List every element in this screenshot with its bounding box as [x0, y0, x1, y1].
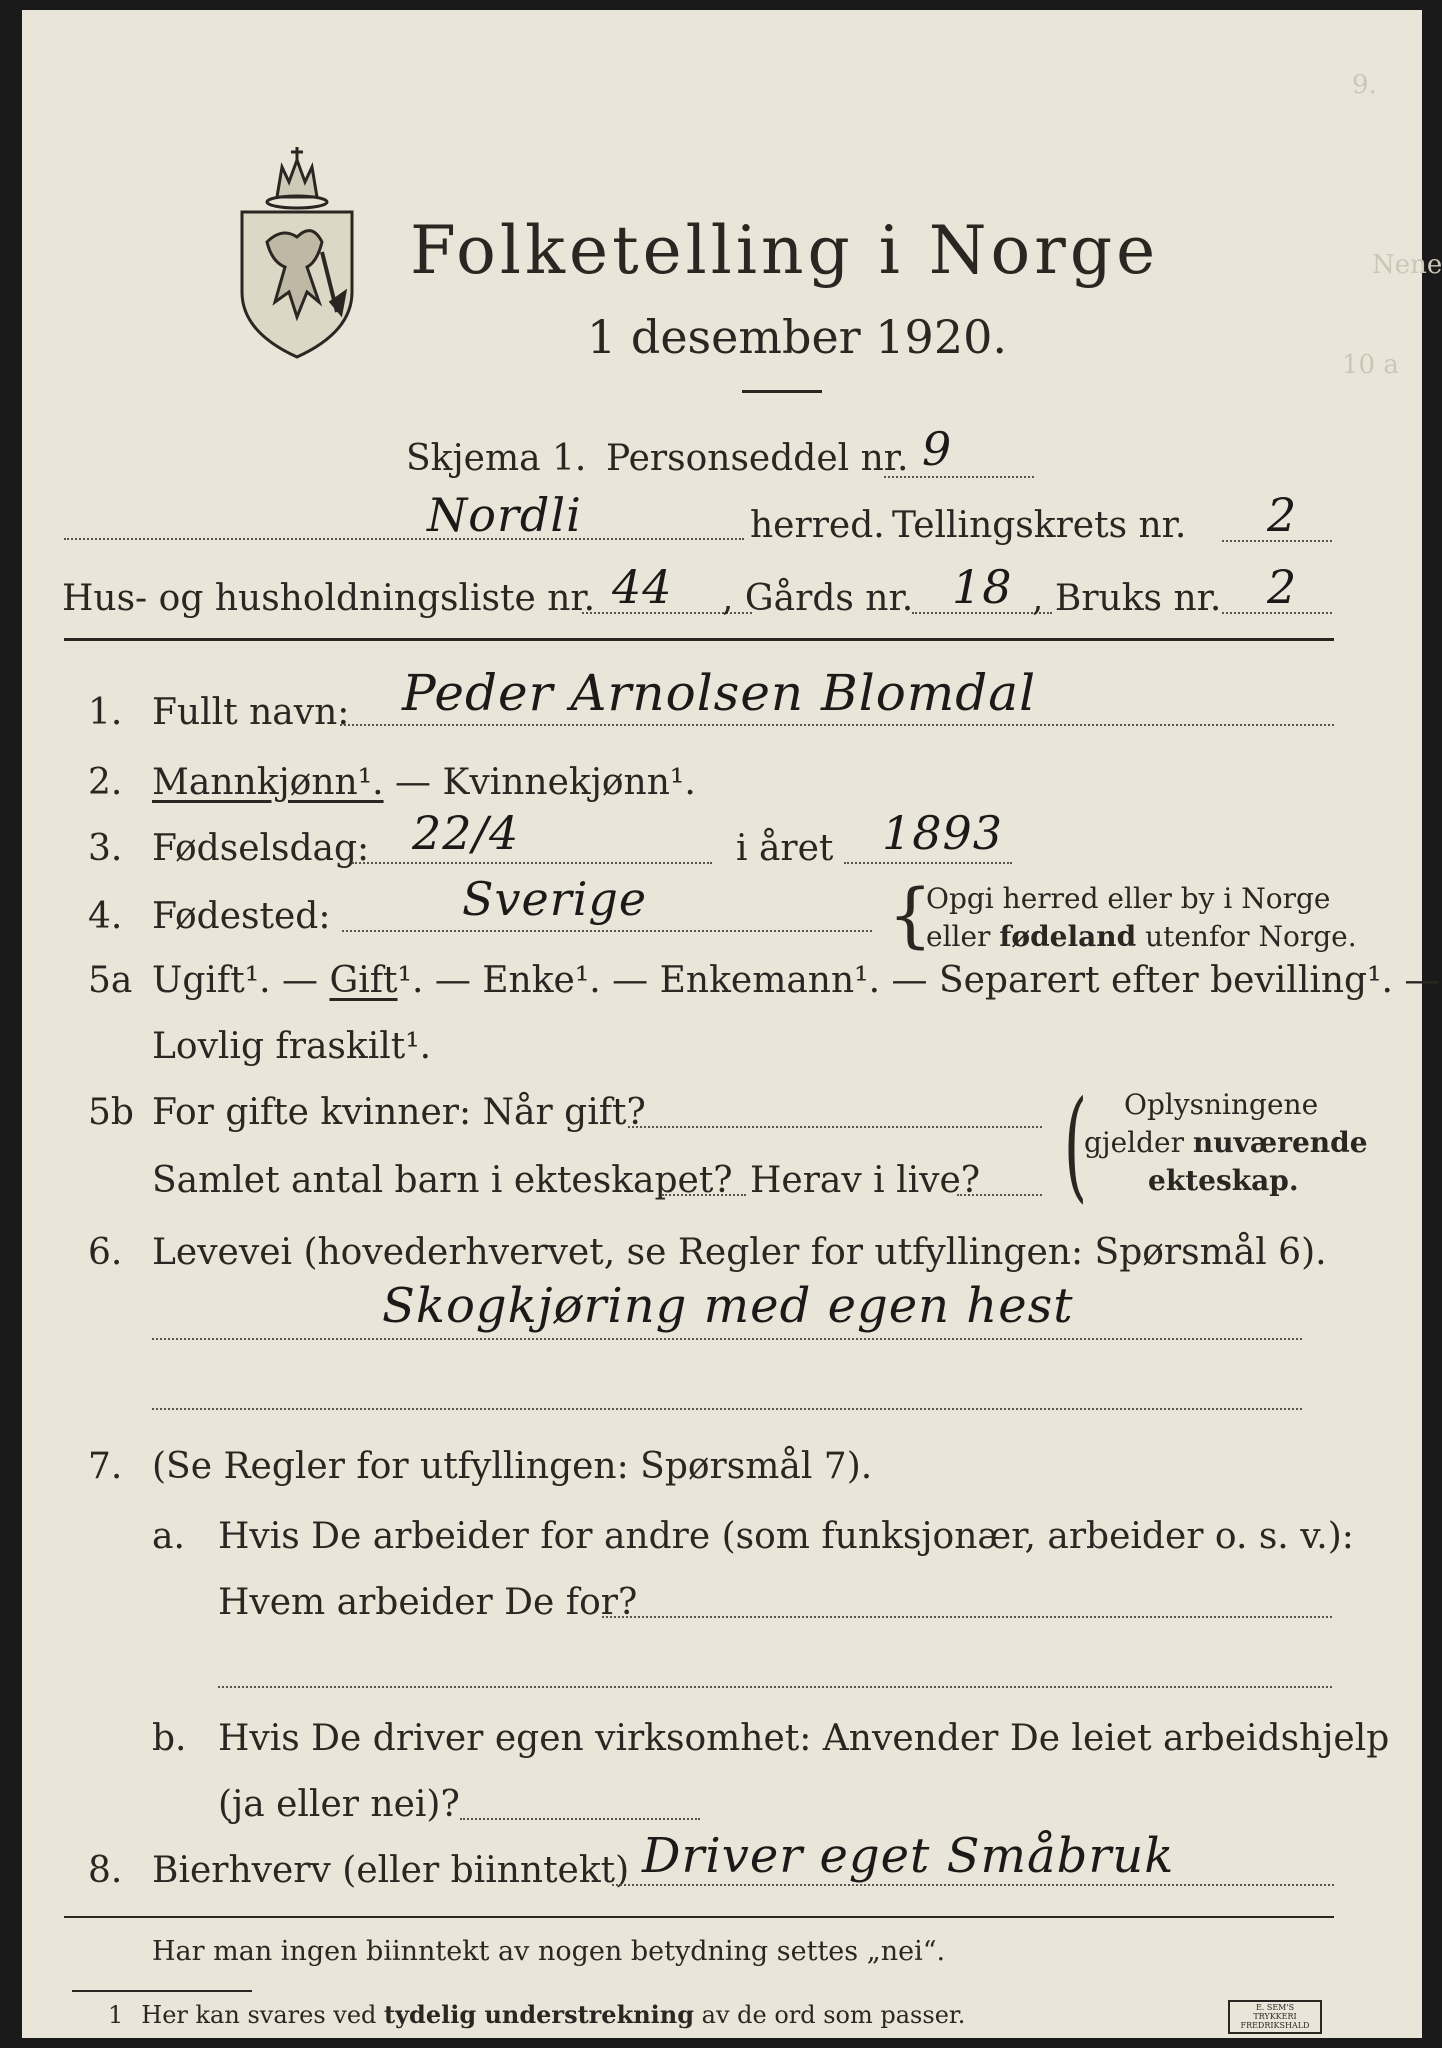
- q5a-marital-options: [152, 960, 1440, 1001]
- q5b-note-line2: [1084, 1126, 1368, 1159]
- q5b-married-line: [628, 1126, 1042, 1128]
- q4-note-line2: [926, 920, 1357, 953]
- page-title: Folketelling i Norge: [410, 212, 1160, 289]
- bleed-through-text: Nene: [1372, 250, 1442, 280]
- q5a-ugift-option[interactable]: Ugift¹. —: [152, 960, 330, 1001]
- bruks-value[interactable]: 2: [1267, 560, 1298, 614]
- gards-value[interactable]: 18: [952, 560, 1013, 614]
- q6-label: Levevei (hovederhvervet, se Regler for utfyllingen: Spørsmål 6).: [152, 1232, 1327, 1273]
- q5a-number: 5a: [88, 960, 133, 1001]
- q4-line: [342, 930, 872, 932]
- q4-birthplace-value[interactable]: Sverige: [462, 872, 648, 926]
- q5b-alive-line: [957, 1194, 1042, 1196]
- coat-of-arms-icon: [227, 142, 367, 362]
- q4-note-bold: fødeland: [999, 920, 1137, 953]
- census-date: 1 desember 1920.: [587, 310, 1007, 364]
- q5b-children-line: [662, 1194, 746, 1196]
- bleed-through-text: 9.: [1352, 70, 1377, 100]
- footnote-bold: tydelig understrekning: [384, 2000, 694, 2029]
- printer-mark: E. SEM'S TRYKKERI FREDRIKSHALD: [1228, 2000, 1322, 2034]
- q4-number: 4.: [88, 896, 123, 937]
- q7b-letter: b.: [152, 1718, 187, 1759]
- q3-number: 3.: [88, 828, 123, 869]
- header-divider: [64, 638, 1334, 641]
- herred-line: [64, 538, 744, 540]
- schema-label: Skjema 1.: [406, 438, 587, 479]
- q5b-number: 5b: [88, 1092, 134, 1133]
- q1-label: Fullt navn:: [152, 692, 350, 733]
- hus-value[interactable]: 44: [612, 560, 673, 614]
- q4-note-line1: Opgi herred eller by i Norge: [926, 882, 1331, 915]
- q7a-employer-label: Hvem arbeider De for?: [218, 1582, 638, 1623]
- q3-line: [352, 862, 712, 864]
- q2-sex-options: [152, 762, 696, 803]
- q2-male-option[interactable]: Mannkjønn¹.: [152, 762, 384, 803]
- q3-year-label: i året: [736, 828, 834, 869]
- q7a-label: Hvis De arbeider for andre (som funksjonær, arbeider o. s. v.):: [218, 1516, 1354, 1557]
- q5a-other-options[interactable]: ¹. — Enke¹. — Enkemann¹. — Separert efter bevilling¹. —: [397, 960, 1441, 1001]
- q3-year-value[interactable]: 1893: [882, 806, 1004, 860]
- footnote-text: av de ord som passer.: [694, 2001, 966, 2029]
- q5b-alive-label: Herav i live?: [750, 1160, 981, 1201]
- q5b-note-line3: ekteskap.: [1148, 1164, 1299, 1197]
- q7b-yesno-line: [460, 1818, 700, 1820]
- q4-note-text: eller: [926, 920, 1000, 953]
- q6-line2: [152, 1408, 1302, 1410]
- personseddel-line: [884, 476, 1034, 478]
- q3-year-line: [844, 862, 1012, 864]
- tellingskrets-value[interactable]: 2: [1267, 488, 1298, 542]
- q7-number: 7.: [88, 1446, 123, 1487]
- herred-value[interactable]: Nordli: [427, 488, 582, 542]
- q6-occupation-value[interactable]: Skogkjøring med egen hest: [382, 1278, 1074, 1334]
- q6-line1: [152, 1338, 1302, 1340]
- census-form-page: [22, 10, 1442, 2038]
- q5b-children-label: Samlet antal barn i ekteskapet?: [152, 1160, 733, 1201]
- footer-note: Har man ingen biinntekt av nogen betydning settes „nei“.: [152, 1936, 946, 1967]
- q2-number: 2.: [88, 762, 123, 803]
- q4-brace: {: [888, 874, 933, 956]
- bleed-through-text: 10 a: [1342, 350, 1399, 380]
- footer-divider: [64, 1916, 1334, 1918]
- q7-label: (Se Regler for utfyllingen: Spørsmål 7).: [152, 1446, 873, 1487]
- q2-separator: —: [383, 762, 443, 803]
- q5b-brace: (: [1063, 1076, 1088, 1215]
- q4-label: Fødested:: [152, 896, 331, 937]
- q8-line: [612, 1884, 1334, 1886]
- footnote-text: Her kan svares ved: [141, 2001, 385, 2029]
- footnote-divider: [72, 1990, 252, 1992]
- q5a-fraskilt-option[interactable]: Lovlig fraskilt¹.: [152, 1026, 432, 1067]
- footnote: [108, 2000, 965, 2029]
- personseddel-value[interactable]: 9: [922, 422, 953, 476]
- q4-note-text: utenfor Norge.: [1136, 920, 1357, 953]
- q8-label: Bierhverv (eller biinntekt): [152, 1850, 630, 1891]
- q1-number: 1.: [88, 692, 123, 733]
- hus-label: Hus- og husholdningsliste nr.: [62, 578, 596, 619]
- q7a-extra-line: [218, 1686, 1332, 1688]
- q5b-label: For gifte kvinner: Når gift?: [152, 1092, 646, 1133]
- q8-side-income-value[interactable]: Driver eget Småbruk: [642, 1828, 1175, 1884]
- q5b-note-bold: nuværende: [1192, 1126, 1368, 1159]
- q7a-employer-line: [602, 1616, 1332, 1618]
- title-divider: [742, 390, 822, 393]
- q5a-gift-option[interactable]: Gift: [329, 960, 398, 1001]
- gards-label: , Gårds nr.: [722, 578, 914, 619]
- q8-number: 8.: [88, 1850, 123, 1891]
- tellingskrets-label: Tellingskrets nr.: [892, 505, 1187, 546]
- q1-line: [340, 724, 1334, 726]
- q2-female-option[interactable]: Kvinnekjønn¹.: [442, 762, 696, 803]
- q7b-label: Hvis De driver egen virksomhet: Anvender De leiet arbeidshjelp: [218, 1718, 1390, 1759]
- q3-label: Fødselsdag:: [152, 828, 370, 869]
- footnote-number: 1: [108, 2001, 124, 2029]
- q5b-note-text: gjelder: [1084, 1126, 1193, 1159]
- q6-number: 6.: [88, 1232, 123, 1273]
- q3-birthday-value[interactable]: 22/4: [412, 806, 520, 860]
- q7a-letter: a.: [152, 1516, 185, 1557]
- personseddel-label: Personseddel nr.: [606, 438, 909, 479]
- bruks-label: , Bruks nr.: [1032, 578, 1222, 619]
- herred-label: herred.: [750, 505, 885, 546]
- q1-full-name-value[interactable]: Peder Arnolsen Blomdal: [402, 664, 1037, 722]
- q5b-note-line1: Oplysningene: [1124, 1088, 1319, 1121]
- q7b-yesno-label: (ja eller nei)?: [218, 1784, 460, 1825]
